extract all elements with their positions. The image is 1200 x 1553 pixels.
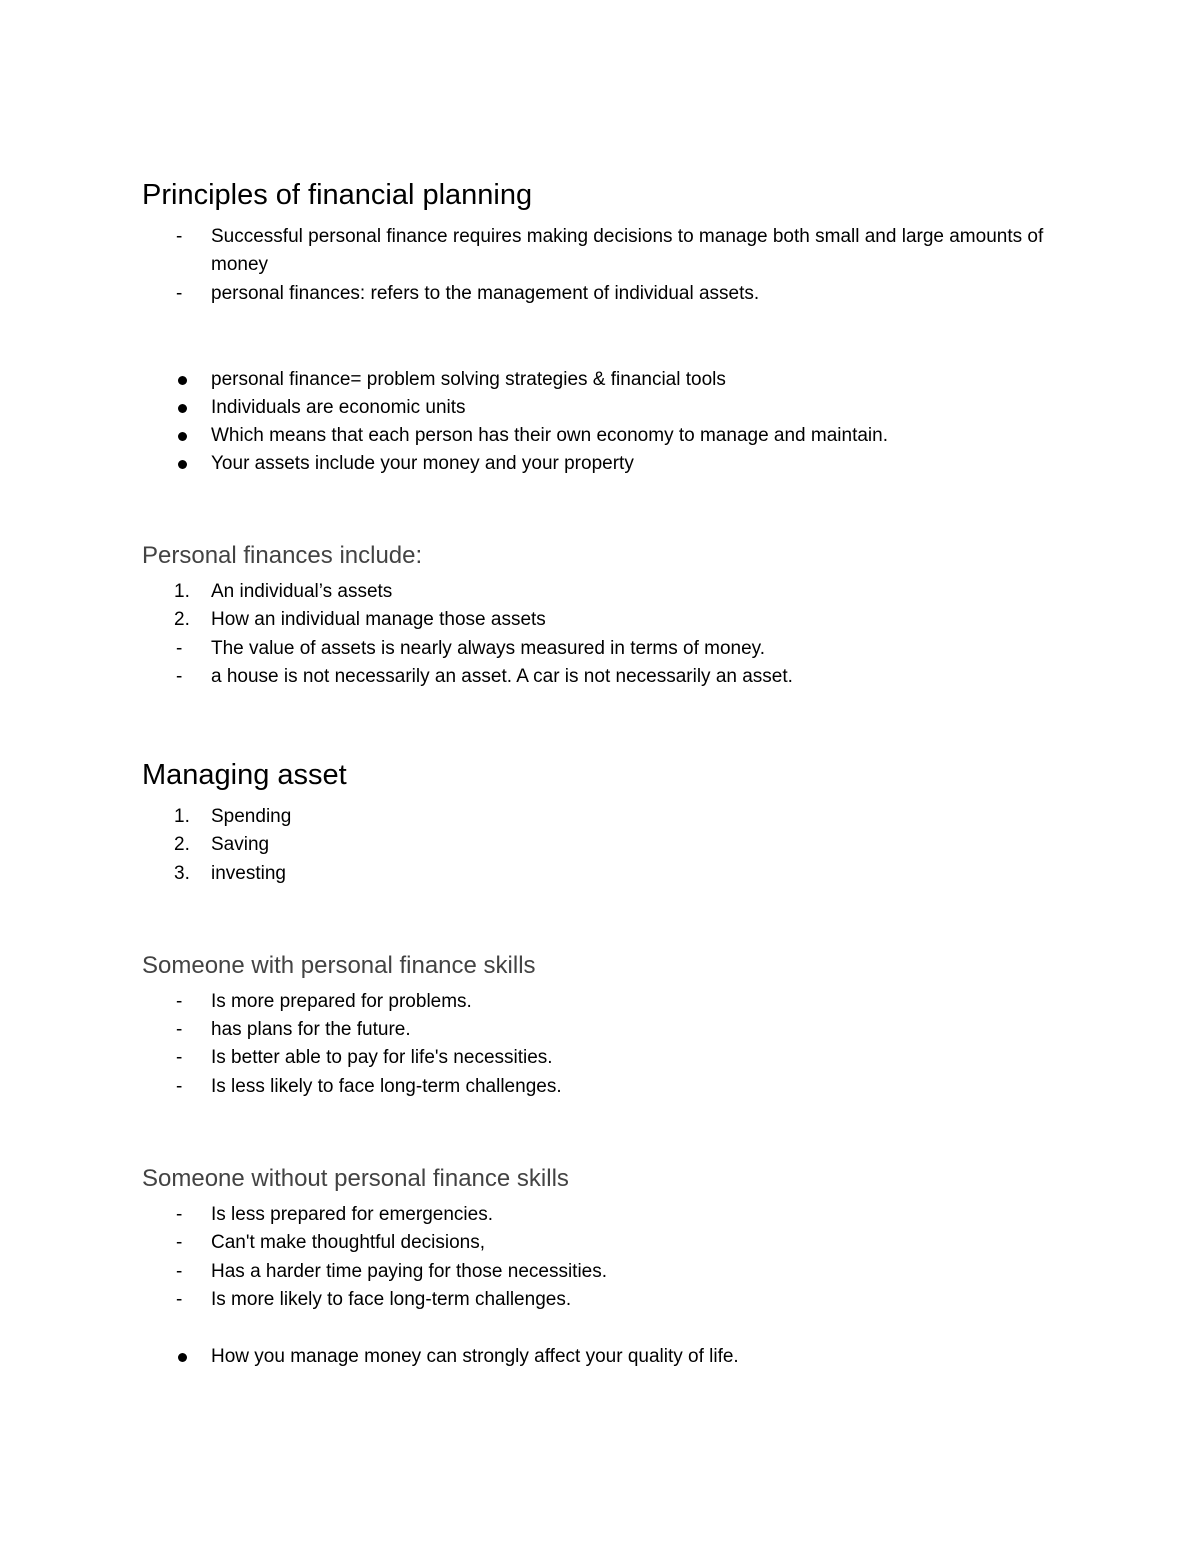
bullet-item-text: personal finance= problem solving strategies & financial tools <box>211 369 726 390</box>
list-item-text: Successful personal finance requires making decisions to manage both small and large amounts of money <box>211 226 1044 275</box>
number-marker: 1. <box>174 581 190 602</box>
bullet-item-text: Which means that each person has their own economy to manage and maintain. <box>211 425 888 446</box>
list-item-text: Is more likely to face long-term challenges. <box>211 1289 572 1310</box>
dash-marker: - <box>176 1047 183 1068</box>
list-item-text: Is less likely to face long-term challenges. <box>211 1076 562 1097</box>
section-heading-managing-asset: Managing asset <box>142 759 347 791</box>
number-marker: 3. <box>174 863 190 884</box>
number-marker: 1. <box>174 806 190 827</box>
dash-marker: - <box>176 1232 183 1253</box>
dash-marker: - <box>176 1019 183 1040</box>
dash-marker: - <box>176 1204 183 1225</box>
section-heading-personal-finances: Personal finances include: <box>142 542 423 569</box>
bullet-icon <box>178 1353 187 1362</box>
list-item-text: investing <box>211 863 286 884</box>
list-item-text: a house is not necessarily an asset. A car is not necessarily an asset. <box>211 666 793 687</box>
dash-marker: - <box>176 226 183 247</box>
list-item-text: The value of assets is nearly always measured in terms of money. <box>211 638 766 659</box>
bullet-icon <box>178 404 187 413</box>
number-marker: 2. <box>174 834 190 855</box>
dash-marker: - <box>176 666 183 687</box>
list-item-text: has plans for the future. <box>211 1019 411 1040</box>
bullet-item-text: Individuals are economic units <box>211 397 466 418</box>
list-item-text: Is less prepared for emergencies. <box>211 1204 493 1225</box>
dash-marker: - <box>176 283 183 304</box>
section-heading-without-skills: Someone without personal finance skills <box>142 1165 569 1192</box>
number-marker: 2. <box>174 609 190 630</box>
list-item-text: Is more prepared for problems. <box>211 991 472 1012</box>
list-item-text: How an individual manage those assets <box>211 609 546 630</box>
dash-marker: - <box>176 1261 183 1282</box>
dash-marker: - <box>176 1076 183 1097</box>
dash-marker: - <box>176 638 183 659</box>
list-item-text: Is better able to pay for life's necessities. <box>211 1047 553 1068</box>
list-item-text: Saving <box>211 834 270 855</box>
bullet-item-text: Your assets include your money and your property <box>211 453 634 474</box>
section-heading-principles: Principles of financial planning <box>142 179 533 211</box>
list-item-text: Has a harder time paying for those necessities. <box>211 1261 608 1282</box>
list-item-text: An individual’s assets <box>211 581 393 602</box>
bullet-icon <box>178 432 187 441</box>
bullet-icon <box>178 376 187 385</box>
dash-marker: - <box>176 991 183 1012</box>
bullet-icon <box>178 460 187 469</box>
section-heading-with-skills: Someone with personal finance skills <box>142 952 536 979</box>
dash-marker: - <box>176 1289 183 1310</box>
list-item-text: personal finances: refers to the management of individual assets. <box>211 283 760 304</box>
list-item-text: Can't make thoughtful decisions, <box>211 1232 486 1253</box>
list-item-text: Spending <box>211 806 292 827</box>
bullet-item-text: How you manage money can strongly affect your quality of life. <box>211 1346 739 1367</box>
